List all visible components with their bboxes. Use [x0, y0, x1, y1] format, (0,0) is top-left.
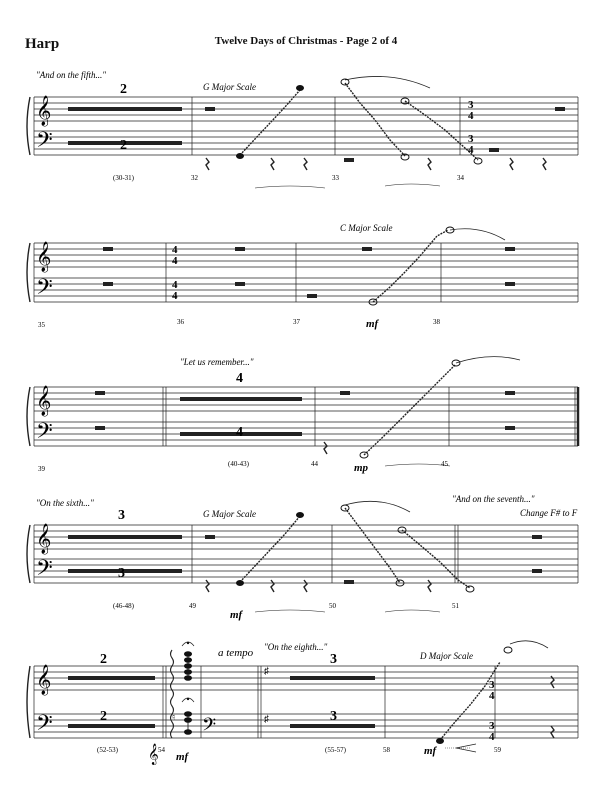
- note-head: [184, 657, 192, 663]
- system-5: [27, 641, 578, 752]
- measure-number: 34: [457, 174, 464, 182]
- multirest-count: 2: [120, 138, 127, 153]
- note-head: [474, 158, 482, 164]
- measure-number: 50: [329, 602, 336, 610]
- measure-number: 33: [332, 174, 339, 182]
- time-sig-bottom: 4: [489, 731, 495, 743]
- measure-number: 51: [452, 602, 459, 610]
- measure-range: (46-48): [113, 602, 134, 610]
- fermata-dot: [187, 698, 189, 700]
- natural-icon: ♮: [172, 712, 176, 722]
- measure-number: 59: [494, 746, 501, 754]
- time-sig-top: 3: [468, 133, 474, 145]
- multirest-count: 3: [118, 508, 125, 523]
- note-head: [184, 651, 192, 657]
- cue-text: "And on the seventh...": [452, 494, 535, 504]
- time-sig-bottom: 4: [172, 290, 178, 302]
- scale-label: G Major Scale: [203, 82, 256, 92]
- system-1: [27, 76, 578, 188]
- note-head: [296, 512, 304, 518]
- measure-range: (52-53): [97, 746, 118, 754]
- multirest-count: 4: [236, 371, 243, 386]
- dynamic-marking: mp: [354, 462, 369, 474]
- cue-text: "Let us remember...": [180, 357, 254, 367]
- measure-number: 39: [38, 465, 45, 473]
- treble-clef-icon: 𝄞: [36, 524, 52, 553]
- bass-clef-icon: 𝄢: [202, 714, 217, 739]
- multirest-count: 3: [330, 709, 337, 724]
- time-sig-bottom: 4: [489, 690, 495, 702]
- instruction-text: Change F# to F: [520, 508, 578, 518]
- scale-label: C Major Scale: [340, 223, 393, 233]
- measure-number: 45: [441, 460, 448, 468]
- note-head: [184, 669, 192, 675]
- measure-number: 54: [158, 746, 165, 754]
- time-sig-top: 3: [489, 720, 495, 732]
- system-2: [27, 229, 578, 302]
- multirest-count: 2: [120, 82, 127, 97]
- note-head: [466, 586, 474, 592]
- measure-number: 32: [191, 174, 198, 182]
- sharp-icon: ♯: [264, 714, 269, 725]
- multirest-count: 2: [100, 652, 107, 667]
- measure-number: 37: [293, 318, 300, 326]
- measure-number: 44: [311, 460, 318, 468]
- note-head: [436, 738, 444, 744]
- time-sig-bottom: 4: [468, 144, 474, 156]
- note-head: [184, 711, 192, 717]
- dynamic-marking: mf: [366, 318, 379, 330]
- note-head: [184, 717, 192, 723]
- cue-text: "On the sixth...": [36, 498, 94, 508]
- treble-clef-icon: 𝄞: [36, 96, 52, 125]
- dynamic-marking: mf: [230, 609, 243, 621]
- multirest-count: 3: [330, 652, 337, 667]
- note-head: [184, 675, 192, 681]
- time-sig-top: 3: [489, 679, 495, 691]
- system-4: [27, 501, 578, 612]
- bass-clef-icon: 𝄢: [36, 128, 53, 157]
- page-title: Twelve Days of Christmas - Page 2 of 4: [214, 35, 398, 47]
- note-head: [236, 580, 244, 586]
- treble-clef-icon: 𝄞: [148, 744, 159, 764]
- system-3: [27, 357, 578, 466]
- multirest-count: 4: [236, 425, 243, 440]
- measure-number: 49: [189, 602, 196, 610]
- measure-number: 38: [433, 318, 440, 326]
- time-sig-top: 4: [172, 279, 178, 291]
- sharp-icon: ♯: [264, 666, 269, 677]
- bass-clef-icon: 𝄢: [36, 419, 53, 448]
- fermata-dot: [187, 642, 189, 644]
- cue-text: "On the eighth...": [264, 642, 328, 652]
- bass-clef-icon: 𝄢: [36, 711, 53, 740]
- measure-number: 36: [177, 318, 184, 326]
- treble-clef-icon: 𝄞: [36, 665, 52, 694]
- note-head: [504, 647, 512, 653]
- scale-label: D Major Scale: [420, 651, 473, 661]
- cue-text: "And on the fifth...": [36, 70, 107, 80]
- time-sig-top: 3: [468, 99, 474, 111]
- treble-clef-icon: 𝄞: [36, 386, 52, 415]
- note-head: [236, 153, 244, 159]
- bass-clef-icon: 𝄢: [36, 275, 53, 304]
- time-sig-bottom: 4: [468, 110, 474, 122]
- note-head: [184, 663, 192, 669]
- treble-clef-icon: 𝄞: [36, 242, 52, 271]
- measure-range: (30-31): [113, 174, 134, 182]
- measure-range: (55-57): [325, 746, 346, 754]
- dynamic-marking: mf: [176, 751, 189, 763]
- measure-number: 35: [38, 321, 45, 329]
- note-head: [184, 729, 192, 735]
- measure-number: 58: [383, 746, 390, 754]
- multirest-count: 2: [100, 709, 107, 724]
- bass-clef-icon: 𝄢: [36, 556, 53, 585]
- measure-range: (40-43): [228, 460, 249, 468]
- tempo-marking: a tempo: [218, 647, 254, 659]
- time-sig-top: 4: [172, 244, 178, 256]
- multirest-count: 3: [118, 566, 125, 581]
- note-head: [296, 85, 304, 91]
- scale-label: G Major Scale: [203, 509, 256, 519]
- instrument-name: Harp: [25, 36, 60, 52]
- dynamic-marking: mf: [424, 745, 437, 757]
- time-sig-bottom: 4: [172, 255, 178, 267]
